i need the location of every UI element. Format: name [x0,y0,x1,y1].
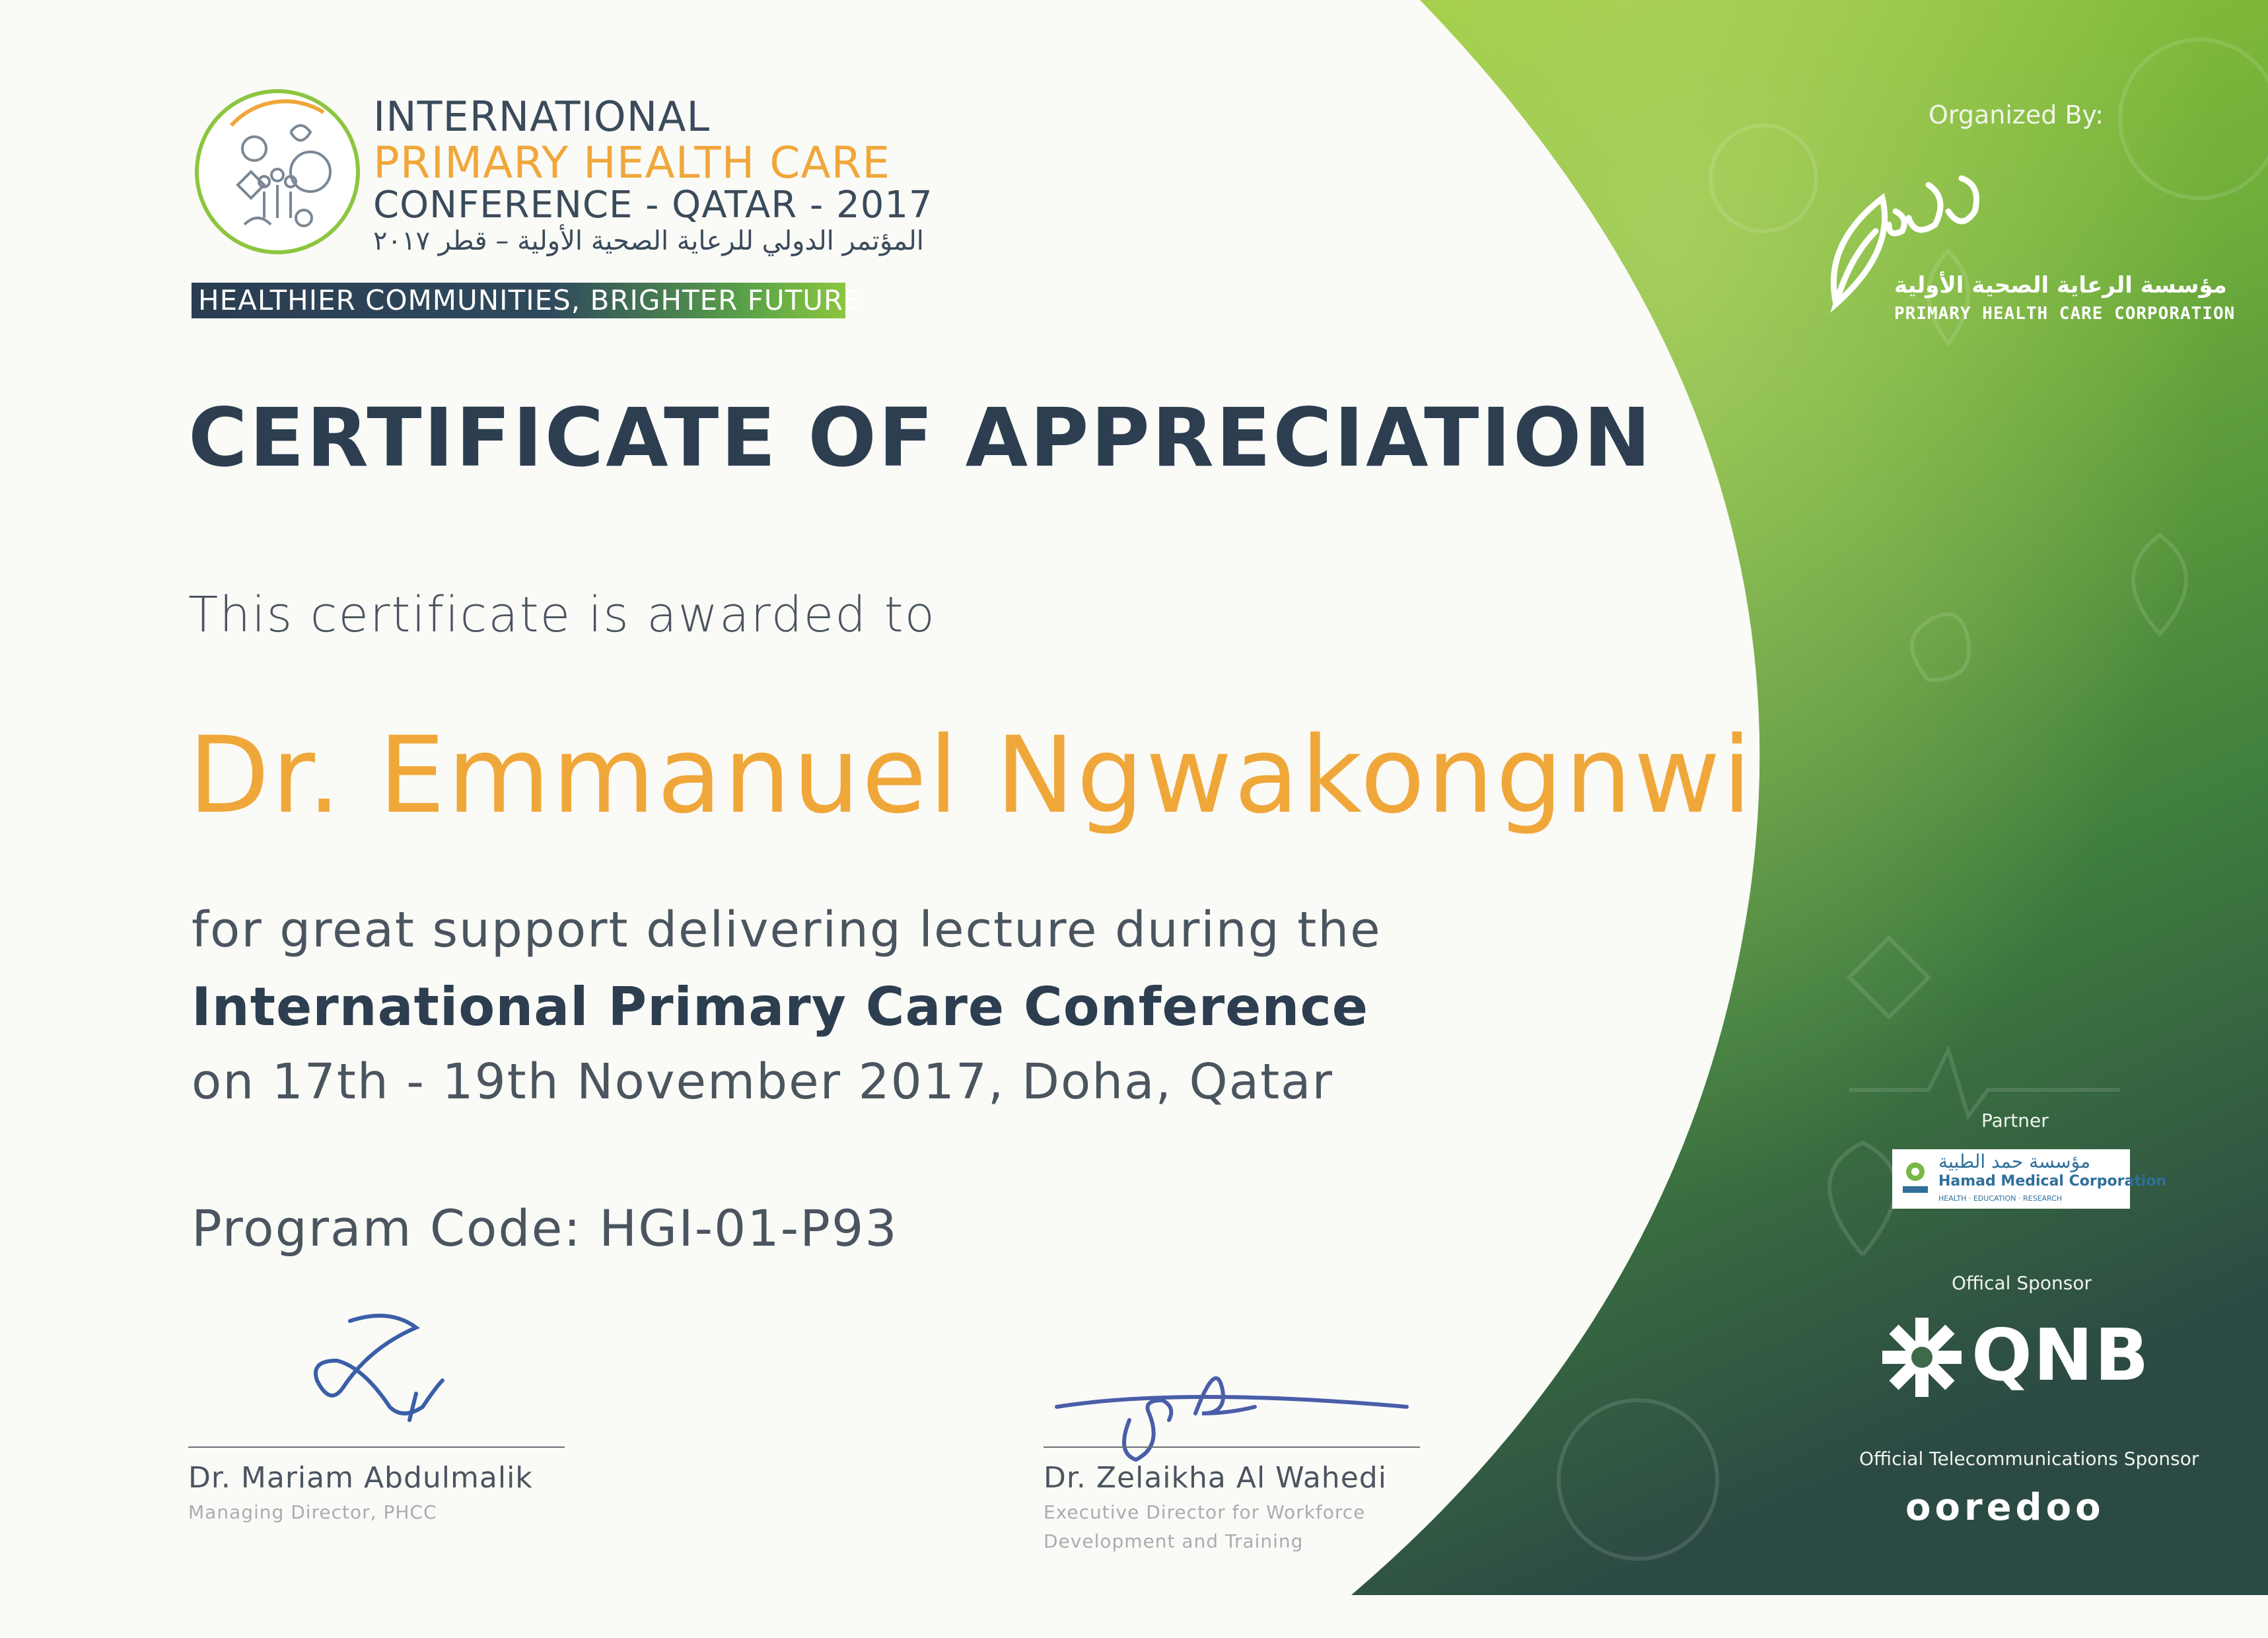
signatory-1-name: Dr. Mariam Abdulmalik [188,1461,533,1495]
hmc-subtitle: HEALTH · EDUCATION · RESEARCH [1938,1194,2063,1203]
partner-label: Partner [1981,1110,2049,1131]
signatory-2-role: Executive Director for Workforce Development and Training [1044,1501,1366,1552]
program-code: Program Code: HGI-01-P93 [192,1199,898,1258]
hmc-logo-icon [1899,1157,1932,1197]
conference-title-line1: INTERNATIONAL [373,92,711,141]
sponsor-name: QNB [1971,1314,2150,1397]
telecom-sponsor-name: ooredoo [1905,1486,2105,1529]
telecom-sponsor-label: Official Telecommunications Sponsor [1859,1448,2199,1470]
hmc-name-english: Hamad Medical Corporation [1938,1173,2167,1190]
event-date: on 17th - 19th November 2017, Doha, Qatar [192,1053,1333,1110]
phcc-name-arabic: مؤسسة الرعاية الصحية الأولية [1894,272,2227,299]
conference-title-line2: PRIMARY HEALTH CARE [373,137,891,188]
conference-tagline: HEALTHIER COMMUNITIES, BRIGHTER FUTURE [198,284,862,316]
signatory-2-name: Dr. Zelaikha Al Wahedi [1044,1461,1387,1495]
awarded-to-text: This certificate is awarded to [188,587,936,643]
hmc-name-arabic: مؤسسة حمد الطبية [1938,1151,2091,1172]
certificate-title: CERTIFICATE OF APPRECIATION [188,391,1653,485]
conference-logo-icon [192,86,363,258]
conference-title-line3: CONFERENCE - QATAR - 2017 [373,184,933,227]
signature-line-2 [1044,1446,1420,1448]
sponsor-label: Offical Sponsor [1952,1272,2092,1294]
signatory-1-role: Managing Director, PHCC [188,1501,437,1523]
organized-by-label: Organized By: [1929,100,2104,129]
conference-title-arabic: المؤتمر الدولي للرعاية الصحية الأولية – قطر ٢٠١٧ [373,226,924,256]
signature-2-icon [1050,1347,1420,1466]
phcc-name-english: PRIMARY HEALTH CARE CORPORATION [1894,304,2236,324]
recipient-name: Dr. Emmanuel Ngwakongnwi [188,713,1754,837]
signature-line-1 [188,1446,565,1448]
qnb-logo-icon [1879,1314,1965,1400]
award-reason: for great support delivering lecture during the [192,902,1382,958]
event-name: International Primary Care Conference [192,976,1369,1038]
signature-1-icon [291,1308,462,1446]
